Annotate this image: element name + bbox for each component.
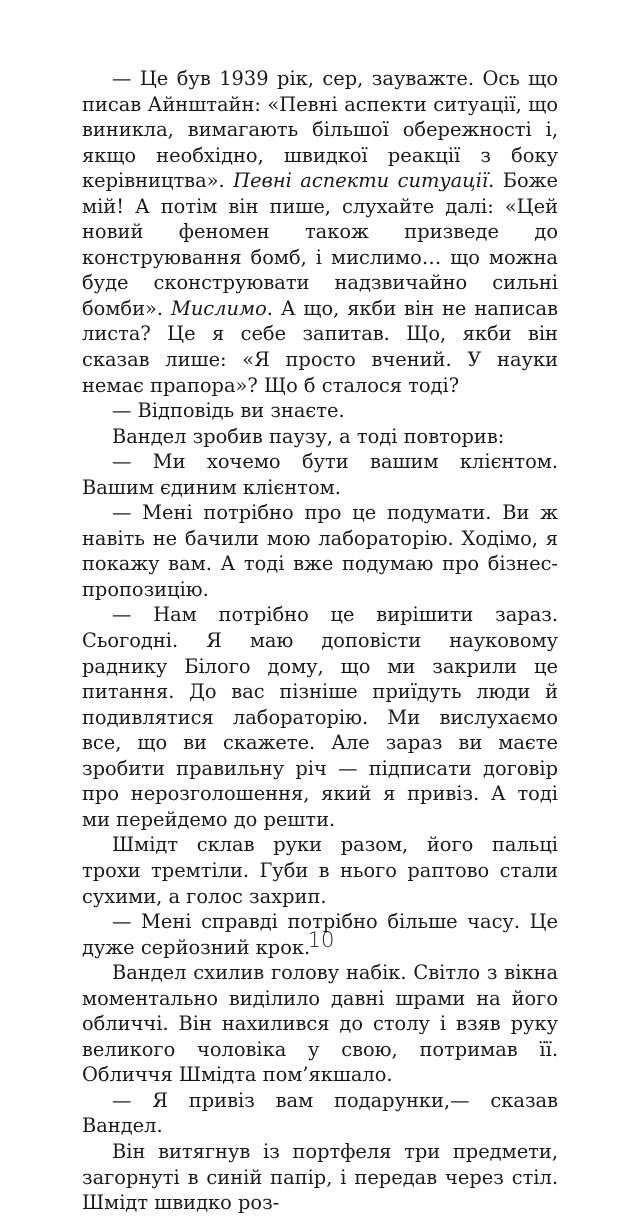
- text-segment: — Я привіз вам подарунки,— сказав Вандел.: [82, 1088, 558, 1138]
- paragraph: [82, 424, 558, 450]
- paragraph: [82, 960, 558, 1088]
- text-segment: . А що, якби він не написав листа? Це я себе запитав. Що, якби він сказав лише: «Я просто вчений. У науки немає прапора»? Що б сталося тоді?: [82, 296, 558, 397]
- text-segment: . Боже мій! А потім він пише, слухайте далі: «Цей новий феномен також призведе до конструювання бомб, і мислимо… що можна буде сконструювати надзвичайно сильні бомби».: [82, 169, 558, 320]
- page-number: 10: [307, 928, 335, 952]
- text-segment: — Відповідь ви знаєте.: [112, 399, 345, 423]
- paragraph: [82, 66, 558, 398]
- text-segment: Вандел зробив паузу, а тоді повторив:: [112, 424, 505, 448]
- paragraph: [82, 1139, 558, 1216]
- text-segment: — Нам потрібно це вирішити зараз. Сьогодні. Я маю доповісти науковому раднику Білого дому, що ми закрили це питання. До вас пізніше приїдуть люди й подивлятися лабораторію. Ми вислухаємо все, що ви скажете. Але зараз ви маєте зробити правильну річ — підписати договір про нерозголошення, який я привіз. А тоді ми перейдемо до решти.: [82, 603, 558, 831]
- paragraph: [82, 449, 558, 500]
- text-segment: — Мені потрібно про це подумати. Ви ж навіть не бачили мою лабораторію. Ходімо, я покажу вам. А тоді вже подумаю про бізнес-пропозицію.: [82, 501, 558, 601]
- paragraph: [82, 398, 558, 424]
- text-segment: Шмідт склав руки разом, його пальці трохи тремтіли. Губи в нього раптово стали сухими, а голос захрип.: [82, 833, 558, 908]
- text-segment: — Ми хочемо бути вашим клієнтом. Вашим єдиним клієнтом.: [82, 450, 558, 499]
- text-segment: Вандел схилив голову набік. Світло з вікна моментально виділило давні шрами на його обличчі. Він нахилився до столу і взяв руку великого чоловіка у свою, потримав її. Обличчя Шмідта пом’якшало.: [82, 961, 558, 1087]
- italic-text: Певні аспекти ситуації: [233, 169, 489, 193]
- body-text: [82, 66, 558, 1216]
- text-segment: — Мені справді потрібно більше часу. Це дуже серйозний крок.: [82, 910, 558, 959]
- paragraph: [82, 1088, 558, 1139]
- text-segment: — Це був 1939 рік, сер, зауважте. Ось що писав Айнштайн: «Певні аспекти ситуації, що виникла, вимагають більшої обережності і, якщо необхідно, швидкої реакції з боку керівництва».: [82, 67, 558, 193]
- paragraph: [82, 602, 558, 832]
- italic-text: Мислимо: [170, 296, 267, 320]
- paragraph: [82, 832, 558, 909]
- text-segment: Він витягнув із портфеля три предмети, загорнуті в синій папір, і передав через стіл. Шмідт швидко роз-: [82, 1139, 558, 1215]
- paragraph: [82, 500, 558, 602]
